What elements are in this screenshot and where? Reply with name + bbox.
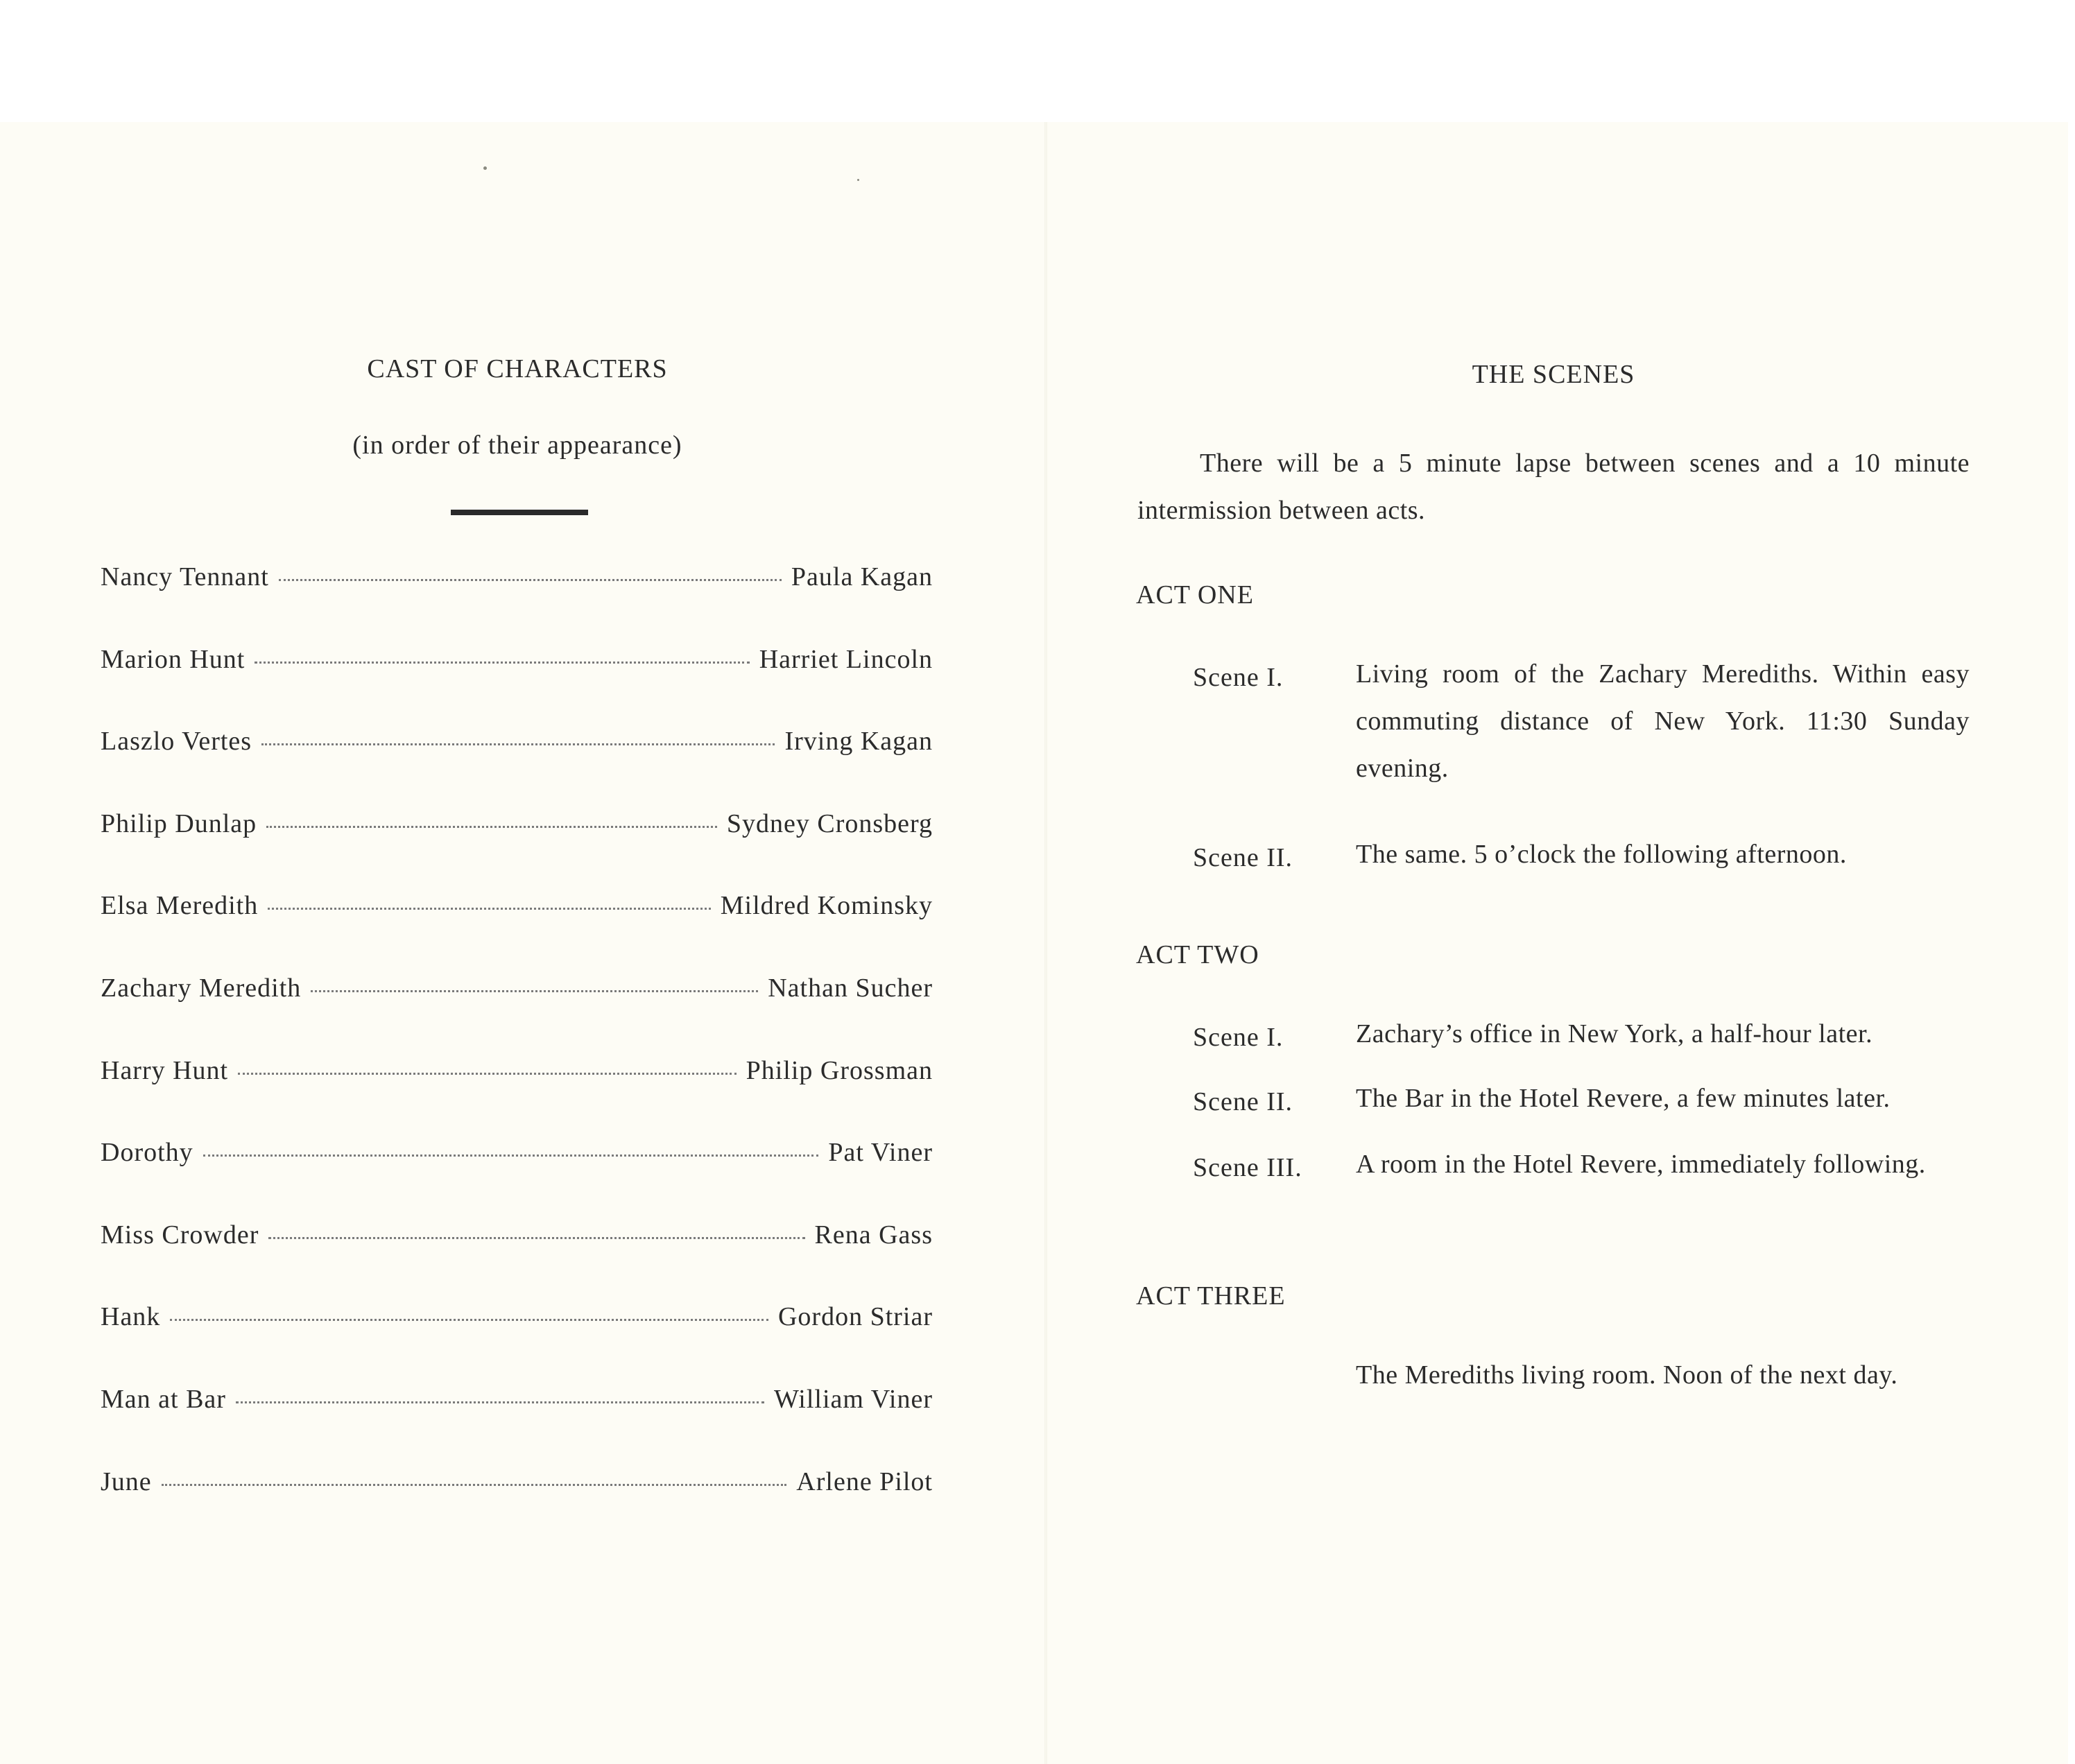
cast-row <box>101 1467 933 1549</box>
cast-list <box>101 562 933 1548</box>
actor-name: Pat Viner <box>828 1138 933 1168</box>
intermission-note: There will be a 5 minute lapse between scenes and a 10 minute intermission between acts. <box>1137 449 1970 525</box>
actor-name: Rena Gass <box>814 1220 933 1250</box>
actor-name: Gordon Striar <box>777 1302 933 1332</box>
scene-description: The Bar in the Hotel Revere, a few minutes later. <box>1356 1084 1891 1113</box>
character-name: Nancy Tennant <box>101 562 269 591</box>
character-name: Man at Bar <box>101 1384 226 1414</box>
scene-label: Scene I. <box>1193 663 1284 692</box>
character-name: Hank <box>101 1302 161 1332</box>
sheet-edge <box>2068 122 2075 1764</box>
actor-name: Philip Grossman <box>746 1055 933 1085</box>
scene-label: Scene I. <box>1193 1023 1284 1052</box>
scenes-title: THE SCENES <box>1472 360 1635 389</box>
cast-row <box>101 1055 933 1138</box>
scene-description: The Merediths living room. Noon of the next day. <box>1356 1360 1898 1390</box>
dot-leader <box>255 662 749 664</box>
dot-leader <box>268 1237 804 1239</box>
actor-name: Paula Kagan <box>791 562 933 591</box>
dot-leader <box>236 1401 764 1403</box>
dot-leader <box>203 1155 819 1157</box>
dot-leader <box>266 826 717 828</box>
cast-row <box>101 973 933 1055</box>
scene-label: Scene III. <box>1193 1153 1302 1182</box>
scene-description: A room in the Hotel Revere, immediately following. <box>1356 1150 1926 1179</box>
cast-row <box>101 1384 933 1467</box>
cast-row <box>101 562 933 644</box>
character-name: Dorothy <box>101 1138 193 1168</box>
scene-description: The same. 5 o’clock the following afternoon. <box>1356 840 1847 869</box>
cast-row <box>101 1137 933 1220</box>
dot-leader <box>311 990 758 992</box>
actor-name: Harriet Lincoln <box>759 644 933 674</box>
character-name: Laszlo Vertes <box>101 727 252 756</box>
character-name: Marion Hunt <box>101 644 246 674</box>
scene-label: Scene II. <box>1193 843 1293 872</box>
scene-description: Living room of the Zachary Merediths. Within easy commuting distance of New York. 11:30 Sunday evening. <box>1356 659 1970 783</box>
dot-leader <box>170 1319 768 1321</box>
cast-row <box>101 808 933 891</box>
character-name: Philip Dunlap <box>101 808 257 838</box>
dot-leader <box>279 579 782 581</box>
actor-name: Mildred Kominsky <box>720 891 933 921</box>
character-name: Harry Hunt <box>101 1055 229 1085</box>
scene-description: Zachary’s office in New York, a half-hour later. <box>1356 1019 1873 1048</box>
dot-leader <box>238 1073 736 1075</box>
cast-subtitle: (in order of their appearance) <box>352 431 682 460</box>
dot-leader <box>268 908 711 910</box>
character-name: June <box>101 1467 152 1496</box>
scene-label: Scene II. <box>1193 1087 1293 1116</box>
paper-fleck <box>483 166 487 170</box>
actor-name: Nathan Sucher <box>768 973 933 1003</box>
cast-row <box>101 1302 933 1384</box>
character-name: Elsa Meredith <box>101 891 259 921</box>
act-three-heading: ACT THREE <box>1136 1281 1286 1311</box>
actor-name: William Viner <box>773 1384 933 1414</box>
actor-name: Sydney Cronsberg <box>726 808 933 838</box>
dot-leader <box>162 1484 787 1486</box>
act-two-heading: ACT TWO <box>1136 940 1259 969</box>
cast-row <box>101 890 933 973</box>
actor-name: Irving Kagan <box>784 727 933 756</box>
cast-row <box>101 644 933 727</box>
dot-leader <box>261 743 775 745</box>
character-name: Zachary Meredith <box>101 973 302 1003</box>
act-one-heading: ACT ONE <box>1136 580 1254 609</box>
cast-row <box>101 1220 933 1302</box>
title-rule <box>451 510 588 515</box>
center-fold <box>1044 122 1047 1764</box>
actor-name: Arlene Pilot <box>796 1467 933 1496</box>
cast-title: CAST OF CHARACTERS <box>367 354 668 383</box>
character-name: Miss Crowder <box>101 1220 259 1250</box>
paper-fleck <box>857 179 859 181</box>
cast-row <box>101 726 933 808</box>
